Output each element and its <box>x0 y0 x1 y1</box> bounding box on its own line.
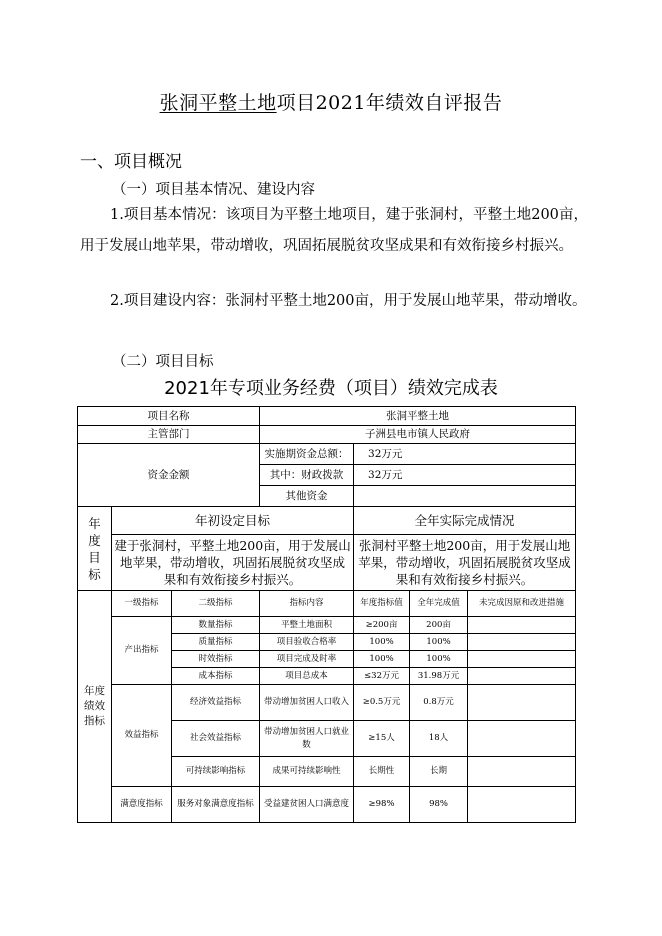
benefit-reason <box>468 757 576 787</box>
output-target: 100% <box>354 651 410 668</box>
indicators-label <box>78 591 112 823</box>
fiscal-funds-value: 32万元 <box>354 465 576 486</box>
satisfaction-indicator-label: 满意度指标 <box>112 787 172 823</box>
subheading-basic-info: （一）项目基本情况、建设内容 <box>112 182 315 198</box>
year-goal-label <box>78 507 112 591</box>
section-heading-overview: 一、项目概况 <box>80 152 182 172</box>
paragraph-construction: 2.项目建设内容：张洞村平整土地200亩，用于发展山地苹果，带动增收。 <box>110 293 587 309</box>
benefit-actual: 18人 <box>410 721 468 757</box>
benefit-reason <box>468 685 576 721</box>
benefit-content: 带动增加贫困人口就业数 <box>260 721 354 757</box>
header-target: 年度指标值 <box>354 591 410 617</box>
output-actual: 31.98万元 <box>410 668 468 685</box>
benefit-target: ≥15人 <box>354 721 410 757</box>
total-funds-label: 实施期资金总额： <box>260 444 354 465</box>
output-reason <box>468 634 576 651</box>
fiscal-funds-label: 其中：财政拨款 <box>260 465 354 486</box>
benefit-level2: 可持续影响指标 <box>172 757 260 787</box>
table-row <box>78 685 576 721</box>
initial-goal-header: 年初设定目标 <box>112 507 354 535</box>
dept-value: 子洲县电市镇人民政府 <box>260 426 576 444</box>
benefit-content: 成果可持续影响性 <box>260 757 354 787</box>
project-name-label: 项目名称 <box>78 407 260 426</box>
header-level2: 二级指标 <box>172 591 260 617</box>
benefit-content: 带动增加贫困人口收入 <box>260 685 354 721</box>
output-actual: 200亩 <box>410 617 468 634</box>
output-level2: 质量指标 <box>172 634 260 651</box>
benefit-level2: 社会效益指标 <box>172 721 260 757</box>
year-goal-label-text: 年度目标 <box>88 515 101 582</box>
satisfaction-actual: 98% <box>410 787 468 823</box>
output-level2: 数量指标 <box>172 617 260 634</box>
actual-header: 全年实际完成情况 <box>354 507 576 535</box>
subheading-goals: （二）项目目标 <box>112 354 214 370</box>
output-target: ≥200亩 <box>354 617 410 634</box>
output-reason <box>468 651 576 668</box>
header-content: 指标内容 <box>260 591 354 617</box>
benefit-level2: 经济效益指标 <box>172 685 260 721</box>
output-level2: 成本指标 <box>172 668 260 685</box>
paragraph-basic-info: 1.项目基本情况：该项目为平整土地项目，建于张洞村，平整土地200亩，用于发展山地苹果，带动增收，巩固拓展脱贫攻坚成果和有效衔接乡村振兴。 <box>80 207 588 254</box>
benefit-actual: 0.8万元 <box>410 685 468 721</box>
benefit-target: 长期性 <box>354 757 410 787</box>
satisfaction-level2: 服务对象满意度指标 <box>172 787 260 823</box>
benefit-actual: 长期 <box>410 757 468 787</box>
output-content: 项目验收合格率 <box>260 634 354 651</box>
performance-table <box>77 406 576 823</box>
dept-label: 主管部门 <box>78 426 260 444</box>
benefit-indicator-label: 效益指标 <box>112 685 172 787</box>
report-title-underlined: 张洞平整土地 <box>159 92 277 114</box>
header-level1: 一级指标 <box>112 591 172 617</box>
output-content: 平整土地面积 <box>260 617 354 634</box>
table-row <box>78 617 576 634</box>
project-name-value: 张洞平整土地 <box>260 407 576 426</box>
header-reason: 未完成因原和改进措施 <box>468 591 576 617</box>
output-reason <box>468 668 576 685</box>
actual-text: 张洞村平整土地200亩，用于发展山地苹果，带动增收，巩固拓展脱贫攻坚成果和有效衔接乡村振兴。 <box>354 535 576 591</box>
output-reason <box>468 617 576 634</box>
total-funds-value: 32万元 <box>354 444 576 465</box>
header-actual: 全年完成值 <box>410 591 468 617</box>
table-title: 2021年专项业务经费（项目）绩效完成表 <box>164 378 498 399</box>
other-funds-label: 其他资金 <box>260 486 354 507</box>
satisfaction-content: 受益建贫困人口满意度 <box>260 787 354 823</box>
table-row <box>78 787 576 823</box>
initial-goal-text: 建于张洞村，平整土地200亩，用于发展山地苹果，带动增收，巩固拓展脱贫攻坚成果和有效衔接乡村振兴。 <box>112 535 354 591</box>
output-actual: 100% <box>410 651 468 668</box>
benefit-reason <box>468 721 576 757</box>
report-title-rest: 项目2021年绩效自评报告 <box>276 92 503 114</box>
funds-label: 资金金额 <box>78 444 260 507</box>
indicators-label-text: 年度绩效指标 <box>84 685 105 727</box>
output-target: ≤32万元 <box>354 668 410 685</box>
satisfaction-reason <box>468 787 576 823</box>
satisfaction-target: ≥98% <box>354 787 410 823</box>
output-target: 100% <box>354 634 410 651</box>
report-title <box>0 88 662 115</box>
output-content: 项目完成及时率 <box>260 651 354 668</box>
output-indicator-label: 产出指标 <box>112 617 172 685</box>
output-level2: 时效指标 <box>172 651 260 668</box>
benefit-target: ≥0.5万元 <box>354 685 410 721</box>
output-content: 项目总成本 <box>260 668 354 685</box>
output-actual: 100% <box>410 634 468 651</box>
other-funds-value <box>354 486 576 507</box>
